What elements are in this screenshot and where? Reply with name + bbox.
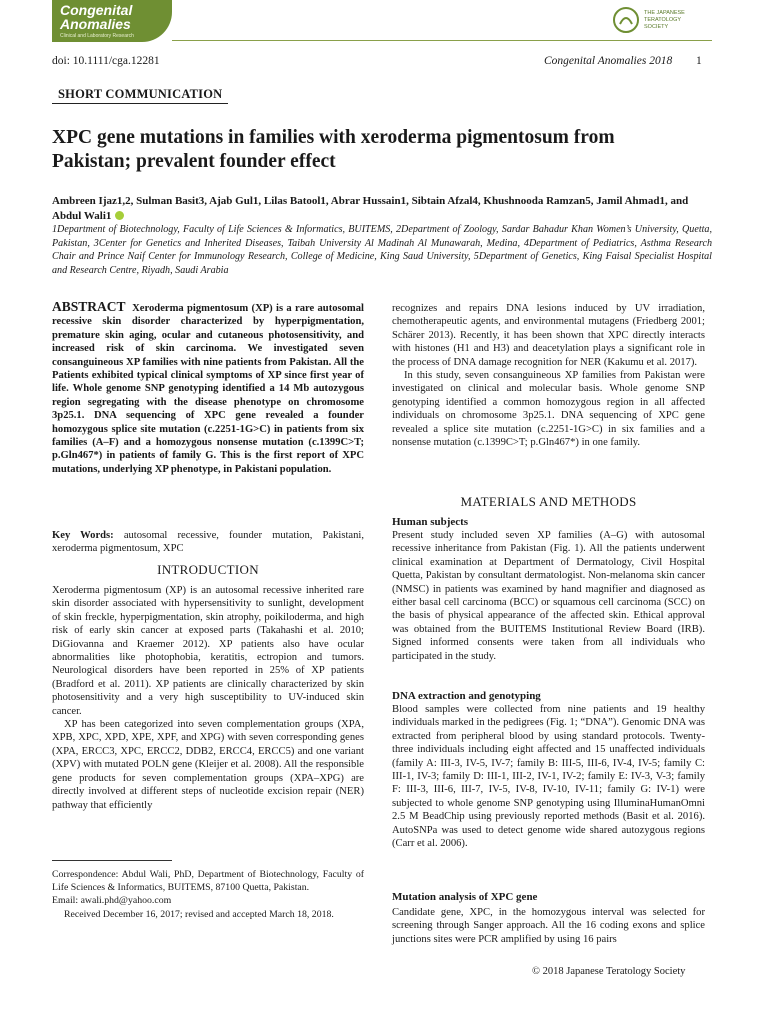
affiliations: 1Department of Biotechnology, Faculty of Life Sciences & Informatics, BUITEMS, 2Department of Zoology, Sardar Bahadur Khan Women’s University, Quetta, Pakistan, 3Center for Genetics and Inherited Diseases, Taibah University Al Madinah Al Munawarah, Medina, 4Department of Pediatrics, Asthma Research Chair and Prince Naif Center for Immunology Research, College of Medicine, King Saud University, 5Department of Genetics, King Faisal Specialist Hospital and Research Centre, Riyadh, Saudi Arabia [52,224,712,276]
doi[interactable]: doi: 10.1111/cga.12281 [52,55,160,67]
running-head: Congenital Anomalies 2018 [544,55,673,67]
correspondence-email[interactable]: Email: awali.phd@yahoo.com [52,895,172,907]
intro-paragraph-2: XP has been categorized into seven complementation groups (XPA, XPB, XPC, XPD, XPE, XPF, and XPG) with seven corresponding genes (XPA, ERCC3, XPC, ERCC2, DDB2, ERCC4, ERCC5) and one variant (XPV) with mutated POLN gene (Kleijer et al. 2008). All the responsible gene products for seven complementation groups (XPA–XPG) are directly involved at different steps of nucleotide excision repair (NER) pathway that efficiently [52,719,364,811]
keywords-label: Key Words: [52,530,114,541]
keywords-text: autosomal recessive, founder mutation, Pakistani, xeroderma pigmentosum, XPC [52,530,364,555]
materials-methods-heading: MATERIALS AND METHODS [460,494,637,509]
keywords [52,529,364,556]
intro-continued [392,302,705,449]
abstract-text: Xeroderma pigmentosum (XP) is a rare autosomal recessive skin disorder characterized by hyperpigmentation, premature skin aging, ocular and cutaneous photosensitivity, and increased risk of skin carcinoma. We investigated seven consanguineous XP families with nine patients from Pakistan. All the Patients exhibited typical clinical symptoms of XP since first year of life. Whole genome SNP genotyping identified a 14 Mb autozygous region segregating with the disease phenotype on chromosome 3p25.1. DNA sequencing of XPC gene revealed a founder homozygous splice site mutation (c.2251-1G>C) in patients from six families (A–F) and a homozygous nonsense mutation (c.1399C>T; p.Gln467*) in patients of family G. This is the first report of XPC mutations, underlying XP phenotype, in Pakistani population. [52,303,364,475]
abstract [52,300,364,476]
intro-paragraph-3: recognizes and repairs DNA lesions induced by UV irradiation, chemotherapeutic agents, and environmental mutagens (Friedberg 2001; Schärer 2013). Recently, it has been shown that XPC directly interacts with histones (H1 and H3) and deacetylation plays a significant role in the process of DNA damage recognition for NER (Kakumu et al. 2017). [392,303,705,368]
orcid-icon[interactable] [115,211,124,220]
author-list [52,194,712,223]
abstract-label: ABSTRACT [52,299,126,314]
society-name: THE JAPANESE TERATOLOGY SOCIETY [644,10,685,30]
copyright-footer: © 2018 Japanese Teratology Society [532,966,686,977]
society-logo-icon [612,6,640,34]
correspondence [52,868,364,921]
mutation-analysis-heading: Mutation analysis of XPC gene [392,891,538,903]
intro-paragraph-4: In this study, seven consanguineous XP families from Pakistan were investigated on clinical and molecular basis. Whole genome SNP genotyping identified a common homozygous region in all affected individuals on chromosome 3p25.1. DNA sequencing of XPC gene revealed a splice site mutation (c.2251-1G>C) in six families and a nonsense mutation (c.1399C>T; p.Gln467*) in one family. [392,370,705,449]
intro-paragraph-1: Xeroderma pigmentosum (XP) is an autosomal recessive inherited rare skin disorder associated with hypersensitivity to sunlight, development of skin freckle, hyperpigmentation, skin atrophy, poikiloderma, and high risk of early skin cancer at exposed parts (Takahashi et al. 2010; DiGiovanna and Kraemer 2012). XP patients also have ocular abnormalities like photophobia, keratitis, ectropion and tumors. Neurological disorders have been reported in 25% of XP patients (Bradford et al. 2011). XP patients are clinically characterized by skin photosensitivity and a very high susceptibility to UV-induced skin cancer. [52,585,364,717]
mutation-analysis-text: Candidate gene, XPC, in the homozygous interval was selected for screening through Sanger approach. All the 16 coding exons and splice junctions sites were PCR amplified by using 16 pairs [392,907,705,945]
dna-extraction-text: Blood samples were collected from nine patients and 19 healthy individuals marked in the pedigrees (Fig. 1; “DNA”). Genomic DNA was extracted from peripheral blood by using standard protocols. Twenty-three individuals including eight affected and 15 unaffected individuals (family A: III-3, IV-5, IV-7; family B: III-5, III-6, IV-4, IV-5; family C: III-1, IV-3; family D: III-1, III-2, IV-1, IV-2; family E: IV-3, V-3; family F: III-3, III-6, III-7, IV-5, IV-8, IV-10, IV-11; family G: IV-1) were subjected to whole genome SNP genotyping using IlluminaHumanOmni 2.5 M BeadChip using previously reported methods (Basit et al. 2016). AutoSNPa was used to detect genome wide shared autozygous regions (Carr et al. 2006). [392,704,705,850]
article-title: XPC gene mutations in families with xeroderma pigmentosum from Pakistan; prevalent founder effect [52,127,615,172]
received-dates: Received December 16, 2017; revised and accepted March 18, 2018. [64,908,334,920]
dna-extraction-heading: DNA extraction and genotyping [392,690,541,702]
authors-text: Ambreen Ijaz1,2, Sulman Basit3, Ajab Gul1, Lilas Batool1, Abrar Hussain1, Sibtain Afzal4, Khushnooda Ramzan5, Jamil Ahmad1, and Abdul Wali1 [52,195,689,222]
introduction-body [52,584,364,812]
journal-logo-line2: Anomalies [60,16,131,32]
journal-header [0,0,768,48]
introduction-heading: INTRODUCTION [157,562,259,577]
human-subjects-text: Present study included seven XP families (A–G) with autosomal recessive inheritance from Pakistan (Fig. 1). All the patients underwent clinical examination at Department of Dermatology, Civil Hospital Quetta, Pakistan by consultant dermatologist. Non-melanoma skin cancer (NMSC) in patients was examined by hand magnifier and diagnosed as either basal cell carcinoma (BCC) or squamous cell carcinoma (SCC) on the basis of physical appearance of the affected skin. Ethical approval was obtained from the BUITEMS Institutional Review Board (IRB). Signed informed consents were taken from all individuals who participated in the study. [392,530,705,662]
journal-logo-line3: Clinical and Laboratory Research [60,33,134,39]
human-subjects-heading: Human subjects [392,516,469,528]
section-rule [52,103,228,104]
footnote-rule [52,860,172,861]
journal-logo-line1: Congenital [60,2,133,18]
page-number: 1 [696,55,702,67]
header-rule [172,40,712,41]
section-type: SHORT COMMUNICATION [58,87,223,101]
correspondence-address: Correspondence: Abdul Wali, PhD, Department of Biotechnology, Faculty of Life Sciences & Informatics, BUITEMS, 87100 Quetta, Pakistan. [52,869,364,894]
